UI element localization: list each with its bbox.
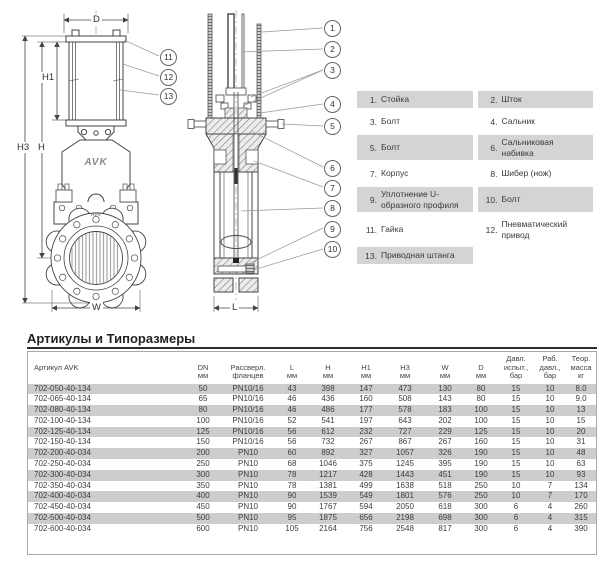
table-cell: 100	[474, 415, 488, 425]
table-cell: 549	[359, 491, 373, 501]
table-row	[28, 524, 596, 535]
table-cell: 50	[198, 383, 208, 393]
part-number: 12.	[485, 224, 498, 235]
table-cell: 15	[511, 437, 521, 447]
table-row	[28, 394, 596, 405]
callout-4: 4	[324, 96, 341, 113]
dim-label-h1: H1	[42, 72, 55, 83]
table-cell: 10	[545, 469, 555, 479]
table-cell: 95	[287, 513, 297, 523]
table-row	[28, 513, 596, 524]
table-cell: 90	[287, 502, 297, 512]
part-label: Сальниковая набивка	[501, 137, 554, 158]
table-cell: PN10	[237, 513, 258, 523]
part-label: Болт	[501, 194, 521, 205]
callout-9: 9	[324, 221, 341, 238]
part-number: 13.	[365, 250, 377, 261]
table-row	[28, 491, 596, 502]
table-cell: 125	[196, 426, 210, 436]
table-cell: 15	[576, 415, 586, 425]
table-cell: 190	[474, 448, 488, 458]
callout-13: 13	[160, 88, 177, 105]
table-body	[28, 384, 596, 535]
table-cell: 6	[513, 513, 519, 523]
table-cell: 1245	[396, 459, 414, 469]
part-label: Пневматический привод	[501, 219, 568, 240]
table-cell: 508	[398, 394, 412, 404]
table-cell: 10	[545, 383, 555, 393]
table-cell: 702-250-40-034	[34, 459, 91, 469]
parts-list-item	[478, 165, 594, 182]
callout-6: 6	[324, 160, 341, 177]
parts-list-item	[478, 217, 594, 242]
col-header-h1: H1 мм	[360, 362, 372, 380]
part-number: 5.	[369, 142, 377, 153]
table-cell: 15	[511, 459, 521, 469]
table-cell: 10	[545, 426, 555, 436]
table-cell: 100	[474, 405, 488, 415]
table-cell: 1801	[396, 491, 414, 501]
part-label: Корпус	[381, 168, 409, 179]
table-cell: 15	[511, 405, 521, 415]
table-cell: 78	[287, 480, 297, 490]
callout-12: 12	[160, 69, 177, 86]
table-cell: PN10/16	[232, 394, 264, 404]
table-cell: 48	[576, 448, 586, 458]
table-cell: 428	[359, 469, 373, 479]
table-cell: 643	[398, 415, 412, 425]
part-number: 8.	[490, 168, 498, 179]
col-header-working-pressure: Раб. давл., бар	[539, 354, 561, 380]
part-label: Стойка	[381, 94, 410, 105]
part-label: Приводная штанга	[381, 250, 455, 261]
part-label: Болт	[381, 116, 400, 127]
table-cell: 612	[321, 426, 335, 436]
table-cell: 656	[359, 513, 373, 523]
parts-list-item	[357, 113, 473, 130]
col-header-w: W мм	[439, 362, 451, 380]
table-cell: 541	[321, 415, 335, 425]
table-cell: 1381	[319, 480, 337, 490]
table-cell: 9.0	[575, 394, 587, 404]
table-cell: 190	[474, 469, 488, 479]
table-cell: 702-050-40-134	[34, 383, 91, 393]
table-cell: 395	[438, 459, 452, 469]
table-cell: 600	[196, 523, 210, 533]
table-header-row	[28, 352, 596, 384]
table-cell: 56	[287, 426, 297, 436]
table-cell: 2050	[396, 502, 414, 512]
part-label: Болт	[381, 142, 400, 153]
table-cell: 10	[545, 415, 555, 425]
table-cell: 143	[438, 394, 452, 404]
table-cell: 134	[574, 480, 588, 490]
table-cell: 702-080-40-134	[34, 405, 91, 415]
dim-label-w: W	[92, 302, 101, 313]
table-cell: 160	[359, 394, 373, 404]
part-number: 2.	[490, 94, 498, 105]
parts-list-item	[357, 165, 473, 182]
table-cell: 2164	[319, 523, 337, 533]
parts-list-item	[357, 91, 473, 108]
table-cell: 20	[576, 426, 586, 436]
table-cell: 300	[196, 469, 210, 479]
table-cell: 177	[359, 405, 373, 415]
table-cell: 190	[474, 459, 488, 469]
table-cell: 473	[398, 383, 412, 393]
table-cell: 232	[359, 426, 373, 436]
table-cell: 170	[574, 491, 588, 501]
table-cell: 229	[438, 426, 452, 436]
col-header-mass: Теор. масса кг	[570, 354, 592, 380]
table-cell: 398	[321, 383, 335, 393]
table-cell: 15	[511, 415, 521, 425]
table-row	[28, 405, 596, 416]
table-cell: PN10/16	[232, 383, 264, 393]
table-row	[28, 502, 596, 513]
table-cell: 702-500-40-034	[34, 513, 91, 523]
table-cell: 594	[359, 502, 373, 512]
table-cell: 13	[576, 405, 586, 415]
table-cell: 46	[287, 405, 297, 415]
part-number: 11.	[365, 224, 377, 235]
table-cell: 702-300-40-034	[34, 469, 91, 479]
table-cell: 315	[574, 513, 588, 523]
table-cell: 867	[398, 437, 412, 447]
part-label: Гайка	[381, 224, 404, 235]
table-row	[28, 459, 596, 470]
table-cell: 578	[398, 405, 412, 415]
callout-5: 5	[324, 118, 341, 135]
part-number: 4.	[490, 116, 498, 127]
table-row	[28, 416, 596, 427]
avk-logo: AVK	[84, 157, 108, 168]
size-table	[28, 352, 596, 535]
table-cell: 105	[285, 523, 299, 533]
parts-list-item	[478, 91, 594, 108]
table-cell: 451	[438, 469, 452, 479]
table-cell: 702-450-40-034	[34, 502, 91, 512]
col-header-h: H мм	[322, 362, 334, 380]
dim-label-h: H	[38, 142, 45, 153]
table-cell: 390	[574, 523, 588, 533]
table-cell: 499	[359, 480, 373, 490]
table-cell: 892	[321, 448, 335, 458]
table-cell: PN10	[237, 523, 258, 533]
table-cell: 1767	[319, 502, 337, 512]
parts-list-item	[478, 113, 594, 130]
table-cell: 618	[438, 502, 452, 512]
parts-list-item	[357, 217, 473, 242]
table-cell: PN10/16	[232, 426, 264, 436]
callout-3: 3	[324, 62, 341, 79]
part-number: 10.	[485, 194, 498, 205]
table-cell: 817	[438, 523, 452, 533]
table-cell: 250	[474, 491, 488, 501]
table-cell: 4	[547, 523, 553, 533]
table-cell: 15	[511, 448, 521, 458]
table-cell: 10	[545, 459, 555, 469]
table-cell: 10	[545, 405, 555, 415]
callout-1: 1	[324, 20, 341, 37]
dim-label-l: L	[232, 302, 238, 313]
table-cell: 518	[438, 480, 452, 490]
table-row	[28, 448, 596, 459]
parts-list-item	[357, 135, 473, 160]
table-cell: 160	[474, 437, 488, 447]
table-cell: 450	[196, 502, 210, 512]
table-cell: 15	[511, 383, 521, 393]
callout-11: 11	[160, 49, 177, 66]
table-cell: 1046	[319, 459, 337, 469]
table-cell: 6	[513, 502, 519, 512]
table-cell: 702-400-40-034	[34, 491, 91, 501]
col-header-d: D мм	[475, 362, 487, 380]
col-header-dn: DN мм	[197, 362, 209, 380]
part-label: Уплотнение U-образного профиля	[381, 189, 459, 210]
title-rule	[27, 347, 597, 349]
table-cell: 56	[287, 437, 297, 447]
col-header-drilling: Рассверл. фланцев	[230, 362, 266, 380]
table-cell: 202	[438, 415, 452, 425]
table-cell: PN10	[237, 469, 258, 479]
table-cell: 732	[321, 437, 335, 447]
table-cell: PN10	[237, 502, 258, 512]
table-row	[28, 427, 596, 438]
table-cell: 326	[438, 448, 452, 458]
table-row	[28, 470, 596, 481]
avk-logo-small: AVK	[90, 212, 102, 218]
dim-label-d: D	[93, 14, 100, 25]
table-cell: 436	[321, 394, 335, 404]
table-cell: 46	[287, 394, 297, 404]
table-cell: 147	[359, 383, 373, 393]
table-cell: 350	[196, 480, 210, 490]
part-number: 7.	[369, 168, 377, 179]
table-cell: 200	[196, 448, 210, 458]
table-cell: 702-200-40-034	[34, 448, 91, 458]
table-cell: 250	[196, 459, 210, 469]
table-cell: 250	[474, 480, 488, 490]
table-cell: 65	[198, 394, 208, 404]
table-cell: 10	[545, 448, 555, 458]
table-cell: 100	[196, 415, 210, 425]
parts-list-item	[357, 247, 473, 264]
table-cell: 130	[438, 383, 452, 393]
table-cell: 2548	[396, 523, 414, 533]
table-cell: 702-100-40-134	[34, 415, 91, 425]
col-header-article: Артикул AVK	[34, 362, 79, 372]
col-header-h3: H3 мм	[399, 362, 411, 380]
table-cell: 4	[547, 513, 553, 523]
table-cell: 8.0	[575, 383, 587, 393]
table-cell: PN10	[237, 459, 258, 469]
part-number: 1.	[369, 94, 377, 105]
table-cell: 63	[576, 459, 586, 469]
table-cell: 400	[196, 491, 210, 501]
table-cell: 1217	[319, 469, 337, 479]
table-row	[28, 384, 596, 395]
part-label: Шток	[501, 94, 522, 105]
col-header-test-pressure: Давл. испыт., бар	[503, 354, 529, 380]
parts-list	[357, 91, 593, 264]
table-cell: 68	[287, 459, 297, 469]
table-cell: 1443	[396, 469, 414, 479]
table-cell: 300	[474, 523, 488, 533]
part-number: 6.	[490, 142, 498, 153]
table-cell: 52	[287, 415, 297, 425]
table-cell: PN10	[237, 480, 258, 490]
size-table-container	[27, 351, 597, 555]
table-cell: 4	[547, 502, 553, 512]
table-cell: 702-150-40-134	[34, 437, 91, 447]
table-cell: 260	[574, 502, 588, 512]
callout-8: 8	[324, 200, 341, 217]
parts-list-item	[357, 187, 473, 212]
part-number: 3.	[369, 116, 377, 127]
table-cell: 1875	[319, 513, 337, 523]
table-cell: PN10/16	[232, 415, 264, 425]
table-cell: 10	[511, 491, 521, 501]
table-cell: 31	[576, 437, 586, 447]
table-cell: 183	[438, 405, 452, 415]
table-cell: 6	[513, 523, 519, 533]
table-cell: 10	[545, 394, 555, 404]
table-cell: 702-600-40-034	[34, 523, 91, 533]
callout-7: 7	[324, 180, 341, 197]
table-cell: 300	[474, 513, 488, 523]
table-cell: 702-065-40-134	[34, 394, 91, 404]
table-cell: 80	[476, 383, 486, 393]
table-cell: 7	[547, 491, 553, 501]
table-cell: 500	[196, 513, 210, 523]
table-cell: 486	[321, 405, 335, 415]
table-cell: PN10	[237, 448, 258, 458]
table-cell: 698	[438, 513, 452, 523]
table-cell: 1638	[396, 480, 414, 490]
table-cell: 702-350-40-034	[34, 480, 91, 490]
table-cell: 756	[359, 523, 373, 533]
table-cell: 1539	[319, 491, 337, 501]
table-cell: 78	[287, 469, 297, 479]
col-header-l: L мм	[286, 362, 298, 380]
table-cell: 10	[545, 437, 555, 447]
table-cell: 727	[398, 426, 412, 436]
table-cell: 197	[359, 415, 373, 425]
table-cell: 15	[511, 394, 521, 404]
table-row	[28, 481, 596, 492]
table-cell: 60	[287, 448, 297, 458]
parts-list-item	[478, 187, 594, 212]
table-cell: PN10/16	[232, 437, 264, 447]
table-cell: 7	[547, 480, 553, 490]
part-number: 9.	[369, 194, 377, 205]
table-cell: PN10	[237, 491, 258, 501]
table-cell: 10	[511, 480, 521, 490]
table-cell: 125	[474, 426, 488, 436]
section-title: Артикулы и Типоразмеры	[27, 331, 196, 346]
table-cell: 375	[359, 459, 373, 469]
table-cell: 90	[287, 491, 297, 501]
table-row	[28, 437, 596, 448]
table-cell: 576	[438, 491, 452, 501]
parts-list-item	[478, 135, 594, 160]
table-cell: 15	[511, 426, 521, 436]
table-cell: 267	[359, 437, 373, 447]
table-cell: 43	[287, 383, 297, 393]
table-cell: 300	[474, 502, 488, 512]
callout-10: 10	[324, 241, 341, 258]
table-cell: 150	[196, 437, 210, 447]
table-cell: 267	[438, 437, 452, 447]
table-cell: 327	[359, 448, 373, 458]
section-view-drawing	[188, 10, 323, 312]
table-cell: 702-125-40-134	[34, 426, 91, 436]
table-cell: PN10/16	[232, 405, 264, 415]
table-cell: 80	[198, 405, 208, 415]
table-cell: 93	[576, 469, 586, 479]
part-label: Сальник	[501, 116, 536, 127]
part-label: Шибер (нож)	[501, 168, 552, 179]
table-cell: 2198	[396, 513, 414, 523]
callout-2: 2	[324, 41, 341, 58]
table-cell: 15	[511, 469, 521, 479]
table-cell: 80	[476, 394, 486, 404]
table-cell: 1057	[396, 448, 414, 458]
dim-label-h3: H3	[17, 142, 30, 153]
